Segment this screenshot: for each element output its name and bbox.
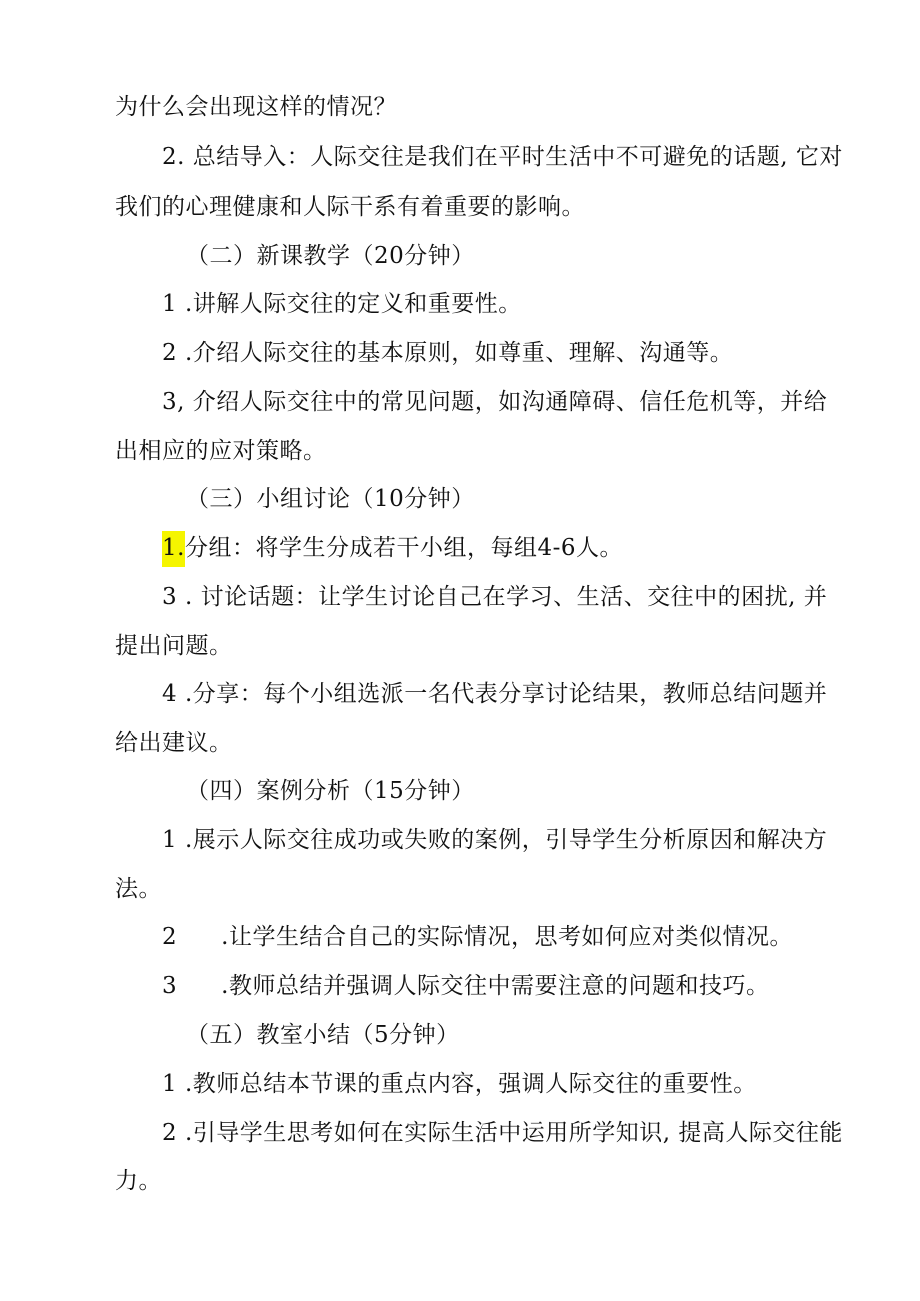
- list-item: [162, 533, 623, 563]
- list-item-text: .让学生结合自己的实际情况，思考如何应对类似情况。: [221, 924, 793, 950]
- paragraph-line: 我们的心理健康和人际干系有着重要的影响。: [115, 194, 585, 220]
- list-item: 2 .介绍人际交往的基本原则，如尊重、理解、沟通等。: [162, 340, 734, 366]
- list-item: 1 .教师总结本节课的重点内容，强调人际交往的重要性。: [162, 1071, 757, 1097]
- section-heading: （五）教室小结（5分钟）: [186, 1022, 460, 1048]
- paragraph-line: 提出问题。: [115, 633, 233, 659]
- paragraph-line: 2. 总结导入：人际交往是我们在平时生活中不可避免的话题, 它对: [162, 144, 843, 170]
- list-item: [162, 971, 769, 1001]
- list-item: 1 .讲解人际交往的定义和重要性。: [162, 291, 522, 317]
- list-item: [162, 922, 793, 952]
- paragraph-line: 为什么会出现这样的情况？: [115, 94, 397, 120]
- section-heading: （四）案例分析（15分钟）: [186, 778, 475, 804]
- list-item-text: 分组：将学生分成若干小组，每组4-6人。: [184, 535, 623, 561]
- paragraph-line: 出相应的应对策略。: [115, 438, 327, 464]
- list-item: 3, 介绍人际交往中的常见问题，如沟通障碍、信任危机等，并给: [162, 389, 828, 415]
- list-item: 1 .展示人际交往成功或失败的案例，引导学生分析原因和解决方: [162, 827, 828, 853]
- list-number: 3: [162, 973, 178, 999]
- paragraph-line: 给出建议。: [115, 730, 233, 756]
- list-item-text: .教师总结并强调人际交往中需要注意的问题和技巧。: [221, 973, 770, 999]
- list-item: 3 . 讨论话题：让学生讨论自己在学习、生活、交往中的困扰, 并: [162, 584, 828, 610]
- list-number: 2: [162, 924, 178, 950]
- paragraph-line: 力。: [115, 1168, 162, 1194]
- highlighted-number: 1.: [162, 531, 185, 567]
- paragraph-line: 法。: [115, 876, 162, 902]
- section-heading: （二）新课教学（20分钟）: [186, 243, 475, 269]
- list-item: 4 .分享：每个小组选派一名代表分享讨论结果，教师总结问题并: [162, 681, 828, 707]
- section-heading: （三）小组讨论（10分钟）: [186, 486, 475, 512]
- list-item: 2 .引导学生思考如何在实际生活中运用所学知识, 提高人际交往能: [162, 1120, 843, 1146]
